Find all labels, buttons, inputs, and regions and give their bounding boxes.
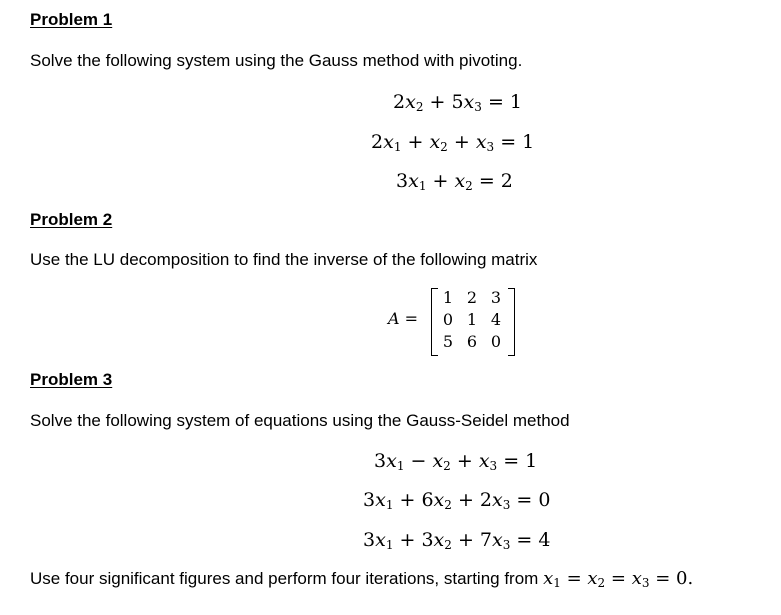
- matrix-cell: 2: [466, 288, 478, 307]
- matrix-cell: 6: [466, 332, 478, 351]
- matrix-cell: 0: [490, 332, 502, 351]
- problem-3-text: Solve the following system of equations using the Gauss-Seidel method: [30, 411, 570, 430]
- p1-equation-3: $3x_1 + x_2 = 2$: [396, 170, 513, 193]
- matrix-cell: 4: [490, 310, 502, 329]
- problem-1-heading: Problem 1: [30, 10, 113, 29]
- problem-2-heading: Problem 2: [30, 210, 113, 229]
- matrix-label: A =: [388, 309, 419, 328]
- matrix-cell: 0: [442, 310, 454, 329]
- p3-equation-3: $3x_1 + 3x_2 + 7x_3 = 4$: [363, 529, 551, 552]
- initial-condition: $x_1 = x_2 = x_3 = 0$.: [543, 568, 694, 590]
- p1-equation-2: $2x_1 + x_2 + x_3 = 1$: [371, 131, 535, 154]
- problem-2-text: Use the LU decomposition to find the inverse of the following matrix: [30, 250, 538, 269]
- problem-1-text: Solve the following system using the Gauss method with pivoting.: [30, 51, 523, 70]
- matrix-cell: 1: [466, 310, 478, 329]
- matrix-cell: 5: [442, 332, 454, 351]
- problem-3-note: Use four significant figures and perform four iterations, starting from $x_1 = x_2 = x_3 = 0$.: [30, 568, 694, 590]
- matrix-cell: 1: [442, 288, 454, 307]
- p3-equation-1: $3x_1 - x_2 + x_3 = 1$: [374, 450, 538, 473]
- p3-equation-2: $3x_1 + 6x_2 + 2x_3 = 0$: [363, 489, 551, 512]
- matrix-cell: 3: [490, 288, 502, 307]
- problem-3-heading: Problem 3: [30, 370, 113, 389]
- matrix-right-bracket: [508, 288, 515, 356]
- p1-equation-1: $2x_2 + 5x_3 = 1$: [393, 91, 522, 114]
